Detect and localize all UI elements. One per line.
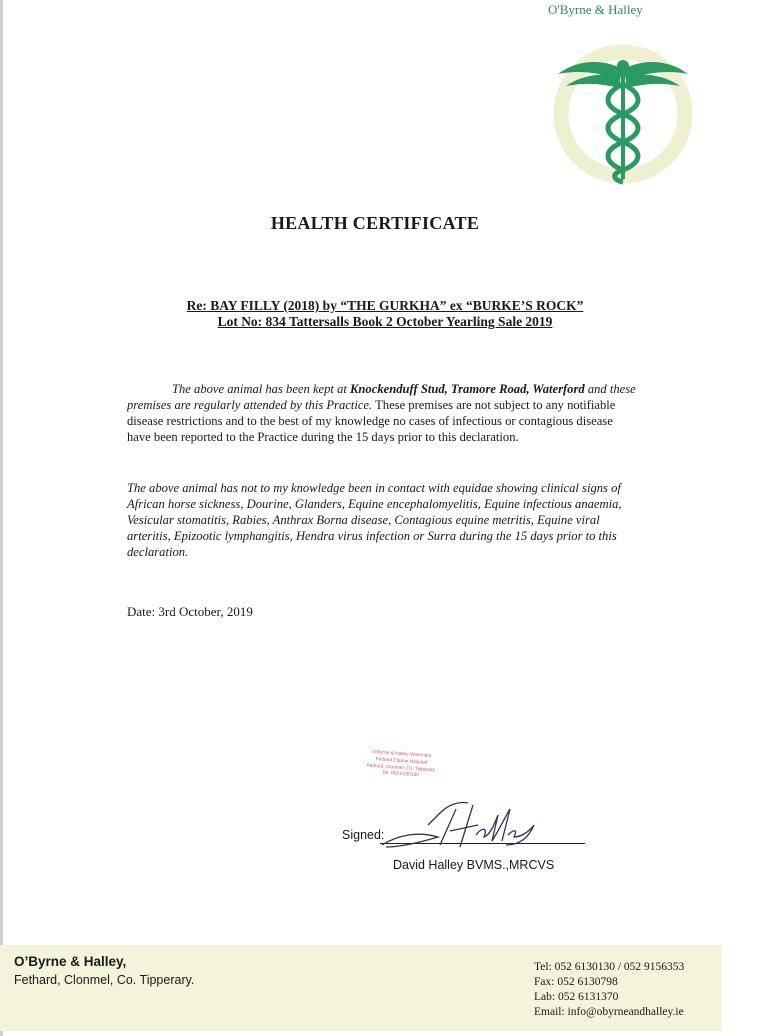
- declaration-paragraph-1: [127, 381, 637, 445]
- subject-line-2: Lot No: 834 Tattersalls Book 2 October Yearling Sale 2019: [217, 314, 553, 329]
- declaration-paragraph-2: [127, 480, 637, 560]
- practice-stamp: [359, 749, 443, 782]
- para1-middle: and these premises are regularly attended by this Practice.: [127, 382, 636, 412]
- footer-lab: Lab: 052 6131370: [534, 991, 619, 1003]
- signatory-name: David Halley BVMS.,MRCVS: [393, 858, 555, 872]
- stamp-line-2: Fethard Equine Hospital: [375, 757, 428, 766]
- letterhead-footer: [0, 945, 722, 1031]
- footer-address: Fethard, Clonmel, Co. Tipperary.: [14, 973, 195, 987]
- handwritten-signature: [378, 795, 558, 855]
- para2-text: The above animal has not to my knowledge been in contact with equidae showing clinical signs of African horse sickness, Dourine, Glanders, Equine encephalomyelitis, Equine infectious anaemia, Vesicular stomatitis, Rabies, Anthrax Borna disease, Contagious equine metritis, Equine viral arteritis, Epizootic lymphangitis, Hendra virus infection or Surra during the 15 days prior to this declaration.: [127, 481, 622, 559]
- page-edge: [0, 0, 3, 1036]
- para1-rest: These premises are not subject to any notifiable disease restrictions and to the best of my knowledge no cases of infectious or contagious disease have been reported to the Practice during the 15 days prior to this declaration.: [127, 398, 616, 444]
- stamp-line-4: Tel: 052 6130130: [381, 771, 419, 779]
- para1-location: Knockenduff Stud, Tramore Road, Waterford: [350, 382, 585, 396]
- practice-logo: [548, 2, 698, 189]
- subject-block: [0, 298, 770, 330]
- signed-label: Signed:: [342, 828, 385, 842]
- subject-line-1: Re: BAY FILLY (2018) by “THE GURKHA” ex “BURKE’S ROCK”: [186, 298, 584, 313]
- stamp-line-3: Fethard, Clonmel, Co. Tipperary: [366, 763, 436, 773]
- footer-practice-name: O’Byrne & Halley,: [14, 954, 127, 969]
- footer-email: Email: info@obyrneandhalley.ie: [534, 1006, 684, 1018]
- footer-fax: Fax: 052 6130798: [534, 976, 618, 988]
- footer-contact: [534, 960, 684, 1020]
- certificate-date: Date: 3rd October, 2019: [127, 604, 253, 619]
- para1-intro: The above animal has been kept at: [172, 382, 351, 396]
- logo-arc-text: O'Byrne & Halley: [548, 2, 643, 17]
- footer-tel: Tel: 052 6130130 / 052 9156353: [534, 961, 685, 973]
- stamp-line-1: O'Byrne & Halley Veterinary: [372, 749, 432, 760]
- certificate-title: HEALTH CERTIFICATE: [270, 213, 480, 233]
